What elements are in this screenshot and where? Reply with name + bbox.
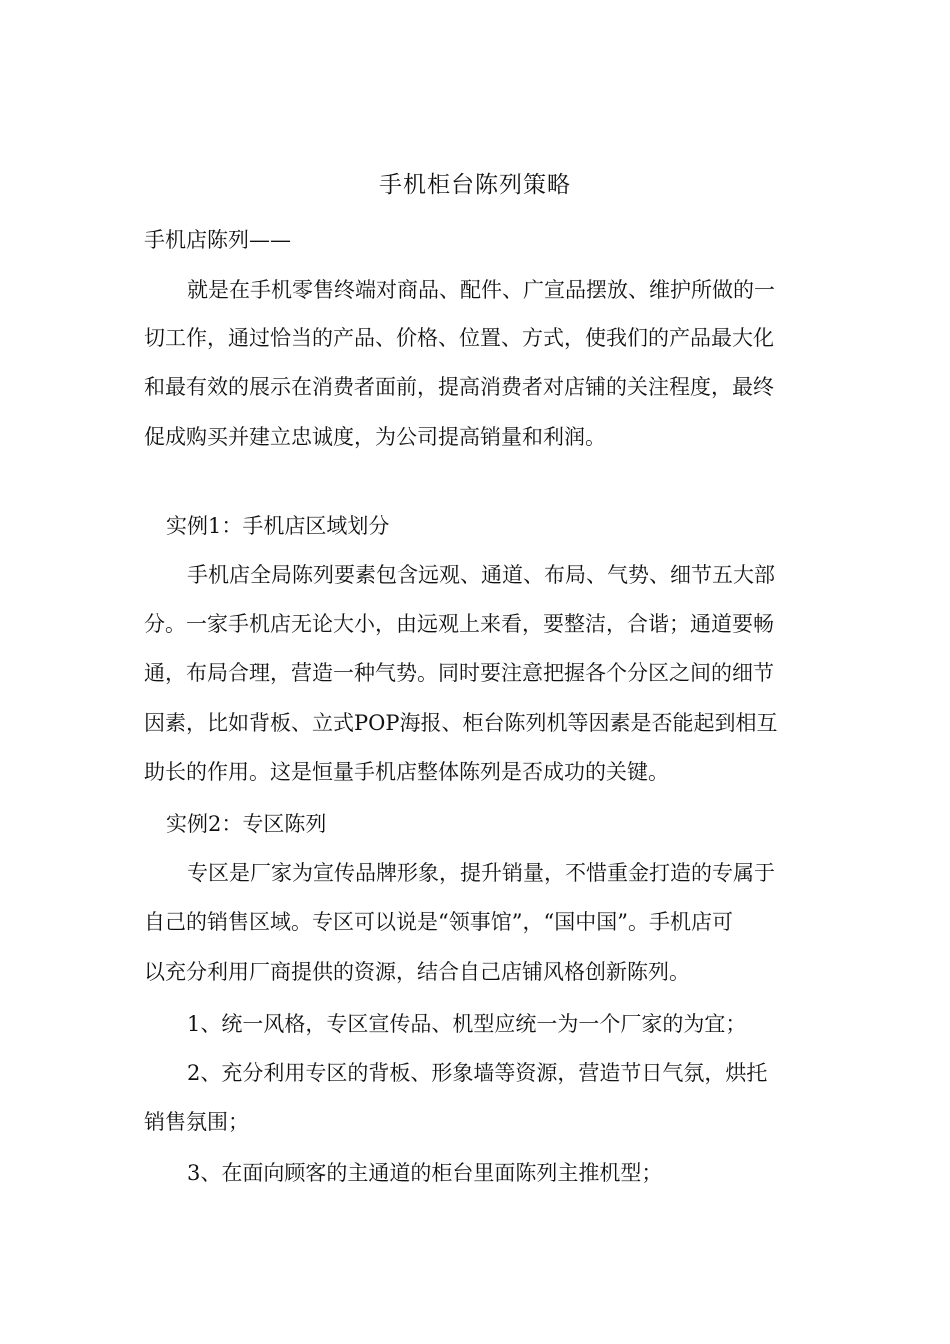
example1-line: 分。一家手机店无论大小，由远观上来看，要整洁，合谐；通道要畅: [144, 612, 774, 636]
intro-line: 就是在手机零售终端对商品、配件、广宣品摆放、维护所做的一: [187, 278, 775, 302]
list-item: 1、统一风格，专区宣传品、机型应统一为一个厂家的为宜；: [187, 1012, 747, 1036]
document-title: 手机柜台陈列策略: [379, 172, 571, 198]
intro-line: 和最有效的展示在消费者面前，提高消费者对店铺的关注程度，最终: [144, 375, 774, 399]
example1-line: 助长的作用。这是恒量手机店整体陈列是否成功的关键。: [144, 760, 669, 784]
intro-line: 切工作，通过恰当的产品、价格、位置、方式，使我们的产品最大化: [144, 326, 774, 350]
section-heading: 手机店陈列——: [144, 228, 291, 252]
example1-line: 手机店全局陈列要素包含远观、通道、布局、气势、细节五大部: [187, 563, 775, 587]
example2-line: 以充分利用厂商提供的资源，结合自己店铺风格创新陈列。: [144, 960, 690, 984]
list-item: 销售氛围；: [144, 1110, 249, 1134]
list-item: 2、充分利用专区的背板、形象墙等资源，营造节日气氛，烘托: [187, 1061, 768, 1085]
list-item: 3、在面向顾客的主通道的柜台里面陈列主推机型；: [187, 1161, 663, 1185]
example2-line: 自己的销售区域。专区可以说是“领事馆”，“国中国”。手机店可: [144, 910, 733, 934]
example2-title: 实例2：专区陈列: [166, 812, 327, 836]
example1-line: 通，布局合理，营造一种气势。同时要注意把握各个分区之间的细节: [144, 661, 774, 685]
example2-line: 专区是厂家为宣传品牌形象，提升销量，不惜重金打造的专属于: [187, 861, 775, 885]
intro-line: 促成购买并建立忠诚度，为公司提高销量和利润。: [144, 425, 606, 449]
example1-line: 因素，比如背板、立式POP海报、柜台陈列机等因素是否能起到相互: [144, 711, 778, 735]
example1-title: 实例1：手机店区域划分: [166, 514, 390, 538]
